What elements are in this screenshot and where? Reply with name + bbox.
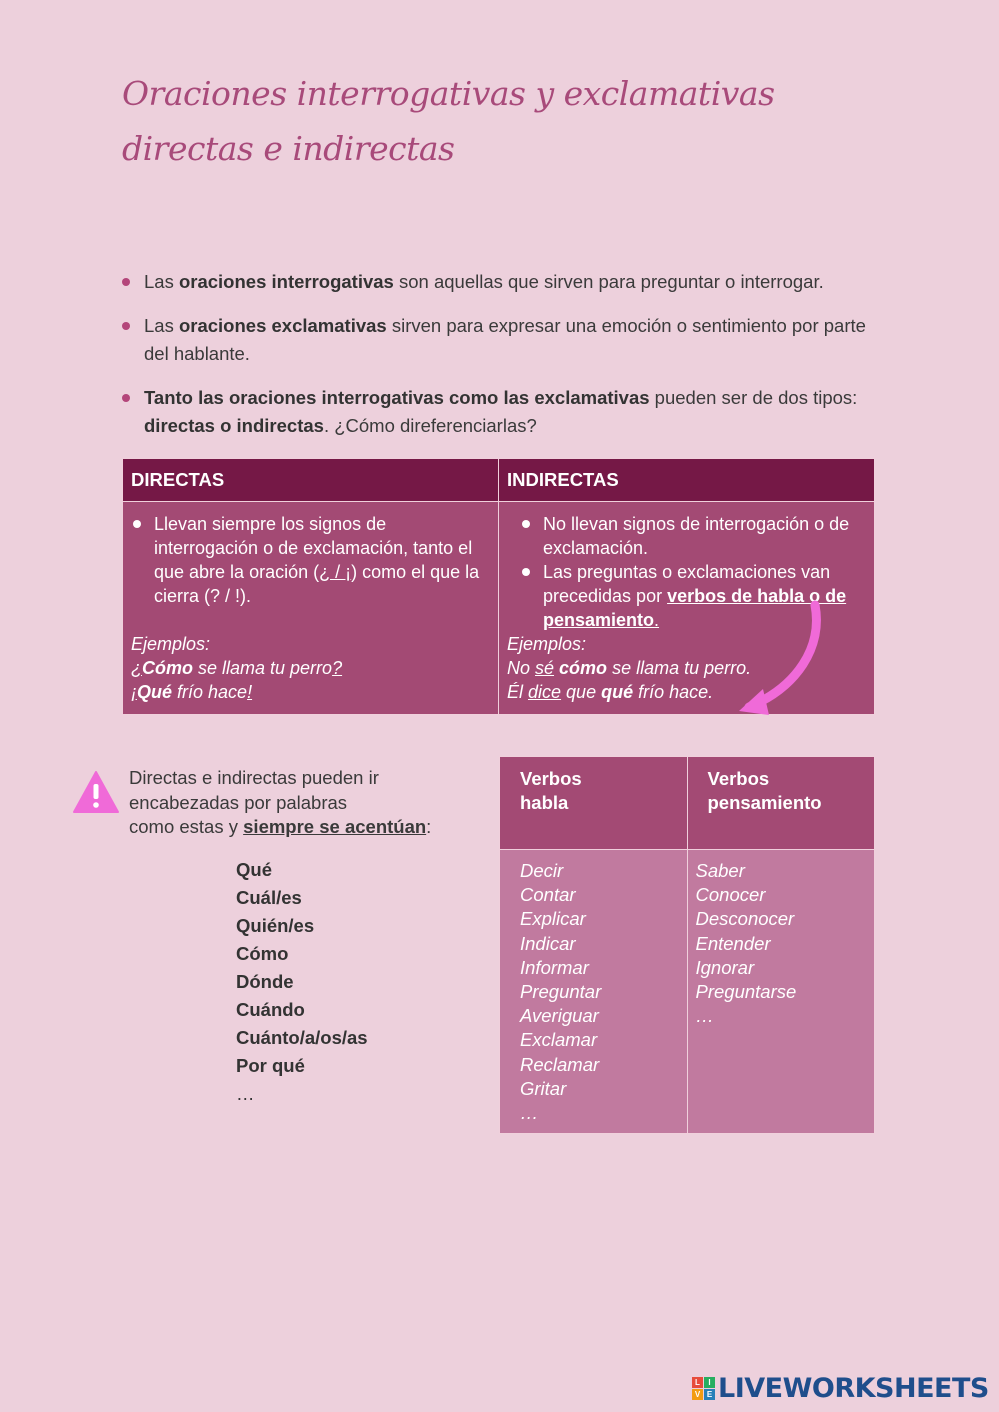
liveworksheets-logo xyxy=(692,1373,989,1404)
verb-item: Contar xyxy=(520,884,576,906)
bullet-text: son aquellas que sirven para preguntar o interrogar. xyxy=(393,271,824,292)
bullet-bold: Tanto las oraciones interrogativas como las exclamativas xyxy=(144,387,650,408)
verb-item: Explicar xyxy=(520,908,586,930)
bullet-text: Las xyxy=(144,315,179,336)
header-verbos-habla: Verbos habla xyxy=(500,757,688,850)
bullet-dot-icon xyxy=(522,568,530,576)
verb-item: Entender xyxy=(695,932,771,954)
note-line-2: encabezadas por palabras xyxy=(129,791,348,813)
directas-example-2: ¡Qué frío hace! xyxy=(131,682,253,702)
verbos-pensamiento-list xyxy=(687,850,875,1134)
bullet-bold: oraciones exclamativas xyxy=(178,315,387,336)
verb-item: Decir xyxy=(520,860,564,881)
directas-example-1: ¿Cómo se llama tu perro? xyxy=(131,658,343,678)
word-item: … xyxy=(236,1083,255,1104)
verb-item: Saber xyxy=(695,860,745,881)
bullet-text: sirven para expresar una emoción o sentimiento por parte del hablante. xyxy=(144,315,866,364)
bullet-exclamativas xyxy=(122,312,882,368)
note-line-1: Directas e indirectas pueden ir xyxy=(129,767,379,788)
word-item: Cuál/es xyxy=(236,887,302,908)
cell-indirectas xyxy=(499,502,875,715)
logo-squares-icon: L I V E xyxy=(692,1377,715,1400)
indirectas-bullet-1: No llevan signos de interrogación o de exclamación. xyxy=(520,512,866,560)
word-item: Cuándo xyxy=(236,999,305,1020)
verb-item: Conocer xyxy=(695,884,766,906)
directas-bullet: Llevan siempre los signos de interrogación o de exclamación, tanto el que abre la oración (¿ / ¡) como el que la cierra (? / !). xyxy=(131,512,490,608)
word-item: Por qué xyxy=(236,1055,305,1076)
verb-item: Informar xyxy=(520,956,589,978)
verbos-habla-list xyxy=(500,850,688,1134)
page-title xyxy=(122,66,842,176)
verb-item: Indicar xyxy=(520,932,576,954)
header-directas: DIRECTAS xyxy=(123,459,499,502)
bullet-text: pueden ser de dos tipos: xyxy=(649,387,858,408)
question-words-list xyxy=(236,856,368,1108)
bullet-interrogativas xyxy=(122,268,882,296)
indirectas-example-2: Él dice que qué frío hace. xyxy=(507,682,714,702)
verb-item: … xyxy=(520,1102,539,1124)
word-item: Cuánto/a/os/as xyxy=(236,1027,368,1048)
verb-item: Reclamar xyxy=(520,1053,600,1075)
verb-item: Exclamar xyxy=(520,1029,598,1051)
title-line-1: Oraciones interrogativas y exclamativas xyxy=(122,74,775,113)
cell-directas xyxy=(123,502,499,715)
logo-text: LIVEWORKSHEETS xyxy=(718,1373,989,1404)
verb-item: Desconocer xyxy=(695,908,795,930)
bullet-dot-icon xyxy=(122,322,130,330)
header-indirectas: INDIRECTAS xyxy=(499,459,875,502)
bullet-dot-icon xyxy=(122,278,130,286)
title-line-2: directas e indirectas xyxy=(122,129,455,168)
accent-note xyxy=(129,766,469,840)
note-line-3: como estas y siempre se acentúan: xyxy=(129,816,432,837)
word-item: Cómo xyxy=(236,943,289,964)
comparison-table xyxy=(122,458,875,715)
verbs-table xyxy=(499,756,875,1134)
verb-item: Preguntar xyxy=(520,981,602,1003)
verb-item: Ignorar xyxy=(695,956,755,978)
bullet-bold: directas o indirectas xyxy=(144,415,324,436)
indirectas-bullet-2: Las preguntas o exclamaciones van precedidas por verbos de habla o de pensamiento. xyxy=(520,560,866,632)
indirectas-examples-label: Ejemplos: xyxy=(507,634,587,654)
verb-item: Gritar xyxy=(520,1077,567,1099)
indirectas-example-1: No sé cómo se llama tu perro. xyxy=(507,658,752,678)
verb-item: Preguntarse xyxy=(695,981,797,1003)
verb-item: … xyxy=(695,1005,714,1027)
header-verbos-pensamiento: Verbos pensamiento xyxy=(687,757,875,850)
word-item: Dónde xyxy=(236,971,294,992)
bullet-text: Las xyxy=(144,271,179,292)
word-item: Quién/es xyxy=(236,915,315,936)
bullet-dot-icon xyxy=(133,520,141,528)
bullet-bold: oraciones interrogativas xyxy=(178,271,394,292)
word-item: Qué xyxy=(236,859,272,880)
verb-item: Averiguar xyxy=(520,1005,599,1027)
directas-examples-label: Ejemplos: xyxy=(131,634,211,654)
bullet-text: . ¿Cómo direferenciarlas? xyxy=(323,415,537,436)
bullet-tipos xyxy=(122,384,882,440)
warning-icon xyxy=(72,770,120,814)
curved-arrow-icon xyxy=(727,597,827,722)
bullet-dot-icon xyxy=(122,394,130,402)
intro-bullets xyxy=(122,268,882,456)
bullet-dot-icon xyxy=(522,520,530,528)
